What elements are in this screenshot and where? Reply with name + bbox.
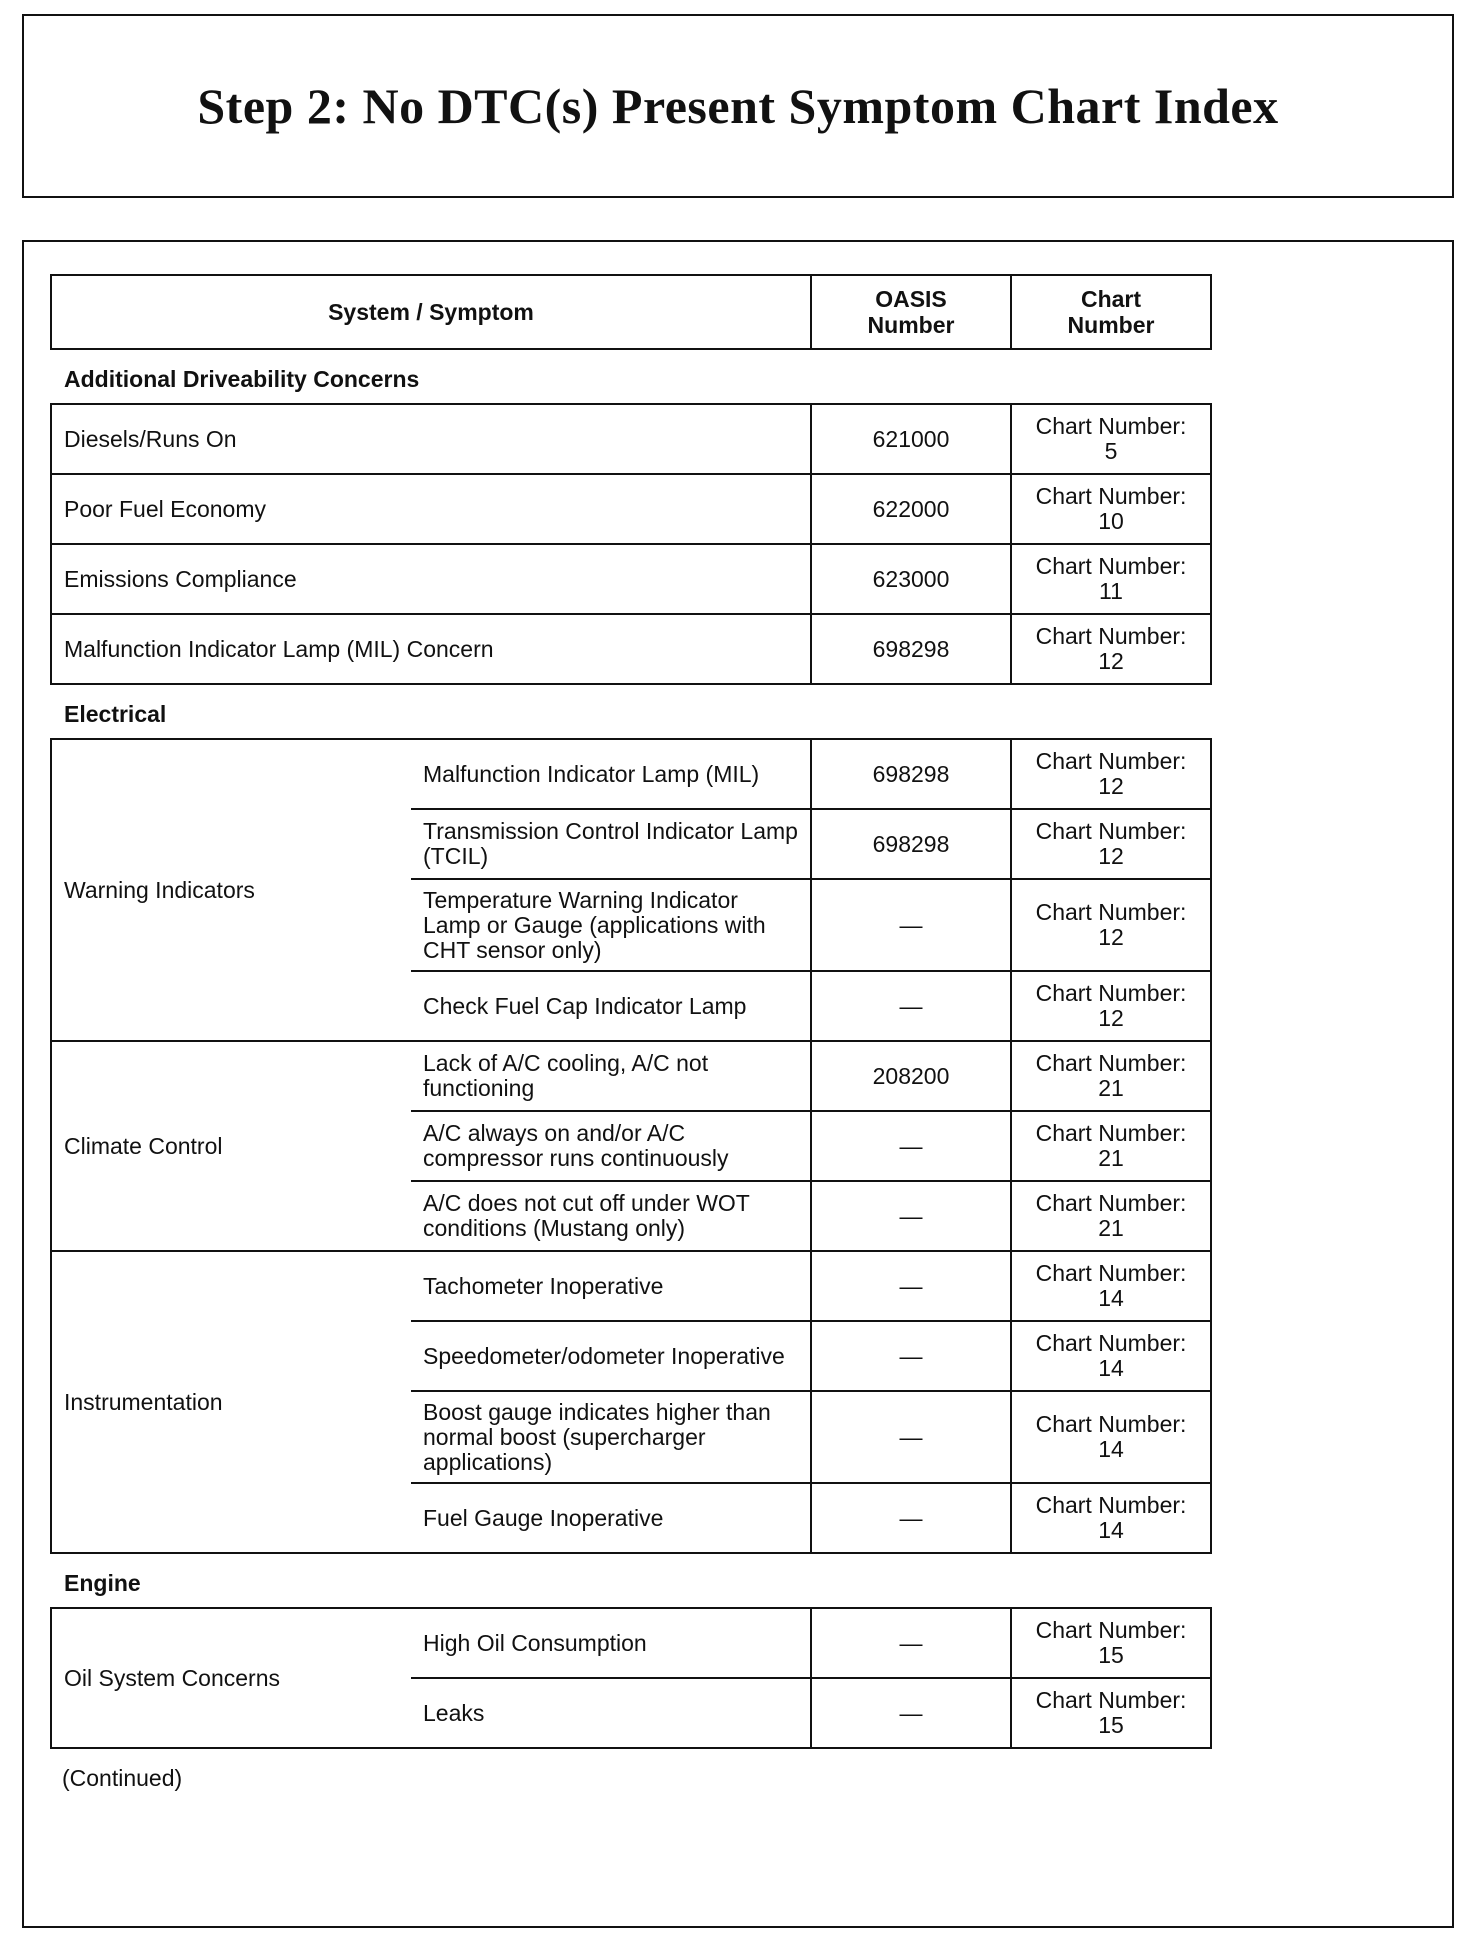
- chart-cell: Chart Number: 21: [1011, 1041, 1211, 1111]
- table-row: [51, 1608, 1211, 1678]
- chart-cell: Chart Number: 15: [1011, 1608, 1211, 1678]
- oasis-cell: —: [811, 1391, 1011, 1483]
- table-row: [51, 739, 1211, 809]
- chart-cell: Chart Number: 21: [1011, 1181, 1211, 1251]
- symptom-cell: A/C always on and/or A/C compressor runs continuously: [411, 1111, 811, 1181]
- page-title: Step 2: No DTC(s) Present Symptom Chart Index: [197, 78, 1279, 134]
- table-row: [51, 404, 1211, 474]
- symptom-cell: Leaks: [411, 1678, 811, 1748]
- symptom-cell: Malfunction Indicator Lamp (MIL) Concern: [51, 614, 811, 684]
- chart-cell: Chart Number: 12: [1011, 809, 1211, 879]
- additional-table: [50, 403, 1212, 685]
- title-box: [22, 14, 1454, 198]
- group-cell: Instrumentation: [51, 1251, 411, 1553]
- oasis-cell: —: [811, 879, 1011, 971]
- chart-cell: Chart Number: 12: [1011, 971, 1211, 1041]
- chart-cell: Chart Number: 12: [1011, 614, 1211, 684]
- section-title-electrical: Electrical: [64, 701, 167, 727]
- oasis-cell: —: [811, 1181, 1011, 1251]
- oasis-cell: —: [811, 1483, 1011, 1553]
- symptom-cell: Emissions Compliance: [51, 544, 811, 614]
- electrical-table: [50, 738, 1212, 1554]
- oasis-cell: 621000: [811, 404, 1011, 474]
- chart-cell: Chart Number: 15: [1011, 1678, 1211, 1748]
- oasis-cell: 698298: [811, 739, 1011, 809]
- oasis-cell: 698298: [811, 614, 1011, 684]
- oasis-cell: —: [811, 1251, 1011, 1321]
- chart-cell: Chart Number: 12: [1011, 879, 1211, 971]
- oasis-cell: —: [811, 1321, 1011, 1391]
- symptom-cell: Lack of A/C cooling, A/C not functioning: [411, 1041, 811, 1111]
- symptom-cell: Diesels/Runs On: [51, 404, 811, 474]
- oasis-cell: —: [811, 1678, 1011, 1748]
- chart-cell: Chart Number: 12: [1011, 739, 1211, 809]
- chart-cell: Chart Number: 10: [1011, 474, 1211, 544]
- oasis-cell: 698298: [811, 809, 1011, 879]
- main-box: [22, 240, 1454, 1928]
- symptom-cell: Boost gauge indicates higher than normal boost (supercharger applications): [411, 1391, 811, 1483]
- oasis-cell: —: [811, 1608, 1011, 1678]
- continued-note: (Continued): [62, 1765, 183, 1791]
- symptom-cell: Check Fuel Cap Indicator Lamp: [411, 971, 811, 1041]
- section-title-engine: Engine: [64, 1570, 141, 1596]
- table-row: [51, 474, 1211, 544]
- group-cell: Climate Control: [51, 1041, 411, 1251]
- header-oasis: OASIS Number: [811, 275, 1011, 349]
- table-row: [51, 1041, 1211, 1111]
- group-cell: Warning Indicators: [51, 739, 411, 1041]
- chart-cell: Chart Number: 14: [1011, 1483, 1211, 1553]
- chart-cell: Chart Number: 5: [1011, 404, 1211, 474]
- table-row: [51, 544, 1211, 614]
- oasis-cell: 208200: [811, 1041, 1011, 1111]
- header-chart: Chart Number: [1011, 275, 1211, 349]
- section-title-additional: Additional Driveability Concerns: [64, 366, 420, 392]
- symptom-cell: High Oil Consumption: [411, 1608, 811, 1678]
- table-row: [51, 614, 1211, 684]
- oasis-cell: 623000: [811, 544, 1011, 614]
- oasis-cell: —: [811, 1111, 1011, 1181]
- header-symptom: System / Symptom: [51, 275, 811, 349]
- chart-cell: Chart Number: 14: [1011, 1321, 1211, 1391]
- oasis-cell: —: [811, 971, 1011, 1041]
- chart-cell: Chart Number: 14: [1011, 1391, 1211, 1483]
- symptom-cell: Speedometer/odometer Inoperative: [411, 1321, 811, 1391]
- chart-cell: Chart Number: 21: [1011, 1111, 1211, 1181]
- chart-cell: Chart Number: 14: [1011, 1251, 1211, 1321]
- symptom-cell: Fuel Gauge Inoperative: [411, 1483, 811, 1553]
- symptom-cell: Temperature Warning Indicator Lamp or Gauge (applications with CHT sensor only): [411, 879, 811, 971]
- symptom-cell: Transmission Control Indicator Lamp (TCIL): [411, 809, 811, 879]
- engine-table: [50, 1607, 1212, 1749]
- symptom-table: [50, 274, 1210, 1792]
- table-row: [51, 1251, 1211, 1321]
- symptom-cell: A/C does not cut off under WOT conditions (Mustang only): [411, 1181, 811, 1251]
- symptom-cell: Poor Fuel Economy: [51, 474, 811, 544]
- symptom-cell: Malfunction Indicator Lamp (MIL): [411, 739, 811, 809]
- chart-cell: Chart Number: 11: [1011, 544, 1211, 614]
- group-cell: Oil System Concerns: [51, 1608, 411, 1748]
- symptom-cell: Tachometer Inoperative: [411, 1251, 811, 1321]
- oasis-cell: 622000: [811, 474, 1011, 544]
- header-table: [50, 274, 1212, 350]
